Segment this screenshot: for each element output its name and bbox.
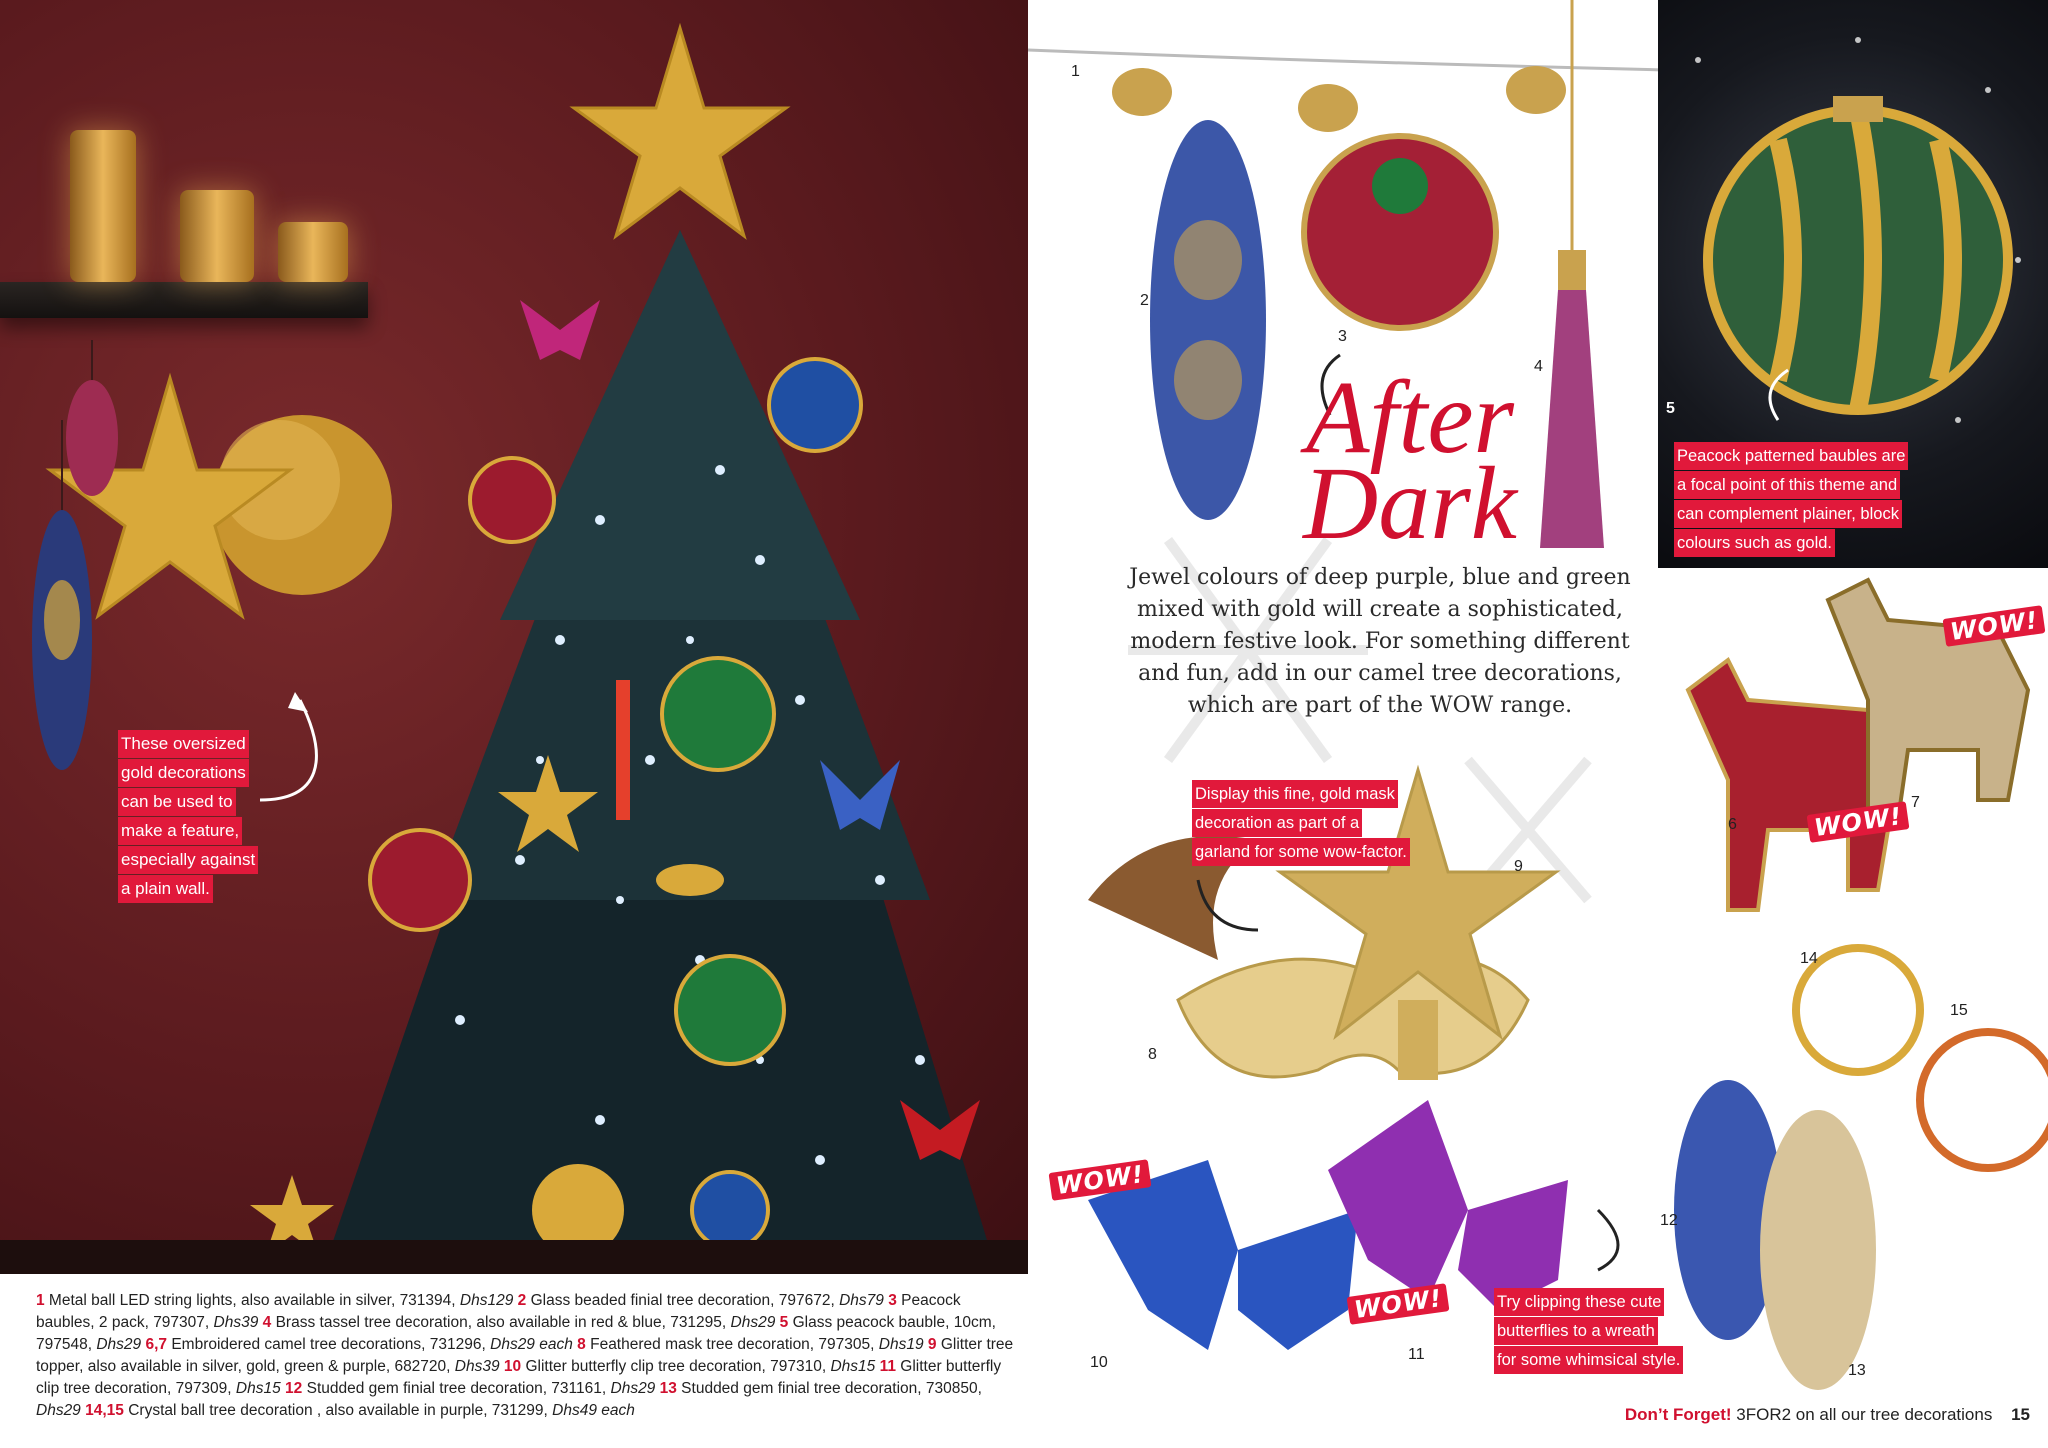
caption-text: Glass peacock bauble, 10cm, 797548, [36, 1314, 996, 1353]
blue-bauble [769, 359, 861, 451]
footer-text: 3FOR2 on all our tree decorations [1731, 1405, 1993, 1424]
callout-peacock [1674, 442, 1908, 558]
item-number-6: 6 [1728, 816, 1737, 833]
caption-text: Peacock baubles, 2 pack, 797307, [36, 1292, 961, 1331]
caption-text: Glitter butterfly clip tree decoration, 797310, [521, 1358, 831, 1375]
callout-line: garland for some wow-factor. [1192, 838, 1410, 866]
floor [0, 1240, 1028, 1274]
christmas-tree-photo [0, 0, 1028, 1274]
green-bauble [662, 658, 774, 770]
callout-line: gold decorations [118, 759, 249, 787]
caption-text: Embroidered camel tree decorations, 731296, [167, 1336, 491, 1353]
callout-butterfly [1494, 1288, 1683, 1375]
wow-badge: WOW! [1943, 605, 2046, 647]
caption-price: Dhs49 each [552, 1402, 635, 1419]
caption-price: Dhs29 [36, 1402, 81, 1419]
wow-badge: WOW! [1049, 1159, 1152, 1201]
caption-price: Dhs15 [830, 1358, 876, 1375]
caption-number: 6,7 [141, 1336, 168, 1353]
tree-top-star [574, 28, 786, 236]
item-number-15: 15 [1950, 1002, 1968, 1019]
caption-price: Dhs15 [235, 1380, 281, 1397]
caption-number: 5 [775, 1314, 789, 1331]
caption-text: Metal ball LED string lights, also available in silver, 731394, [44, 1292, 460, 1309]
red-tassel [616, 680, 630, 820]
title-line-1: After [1306, 360, 1514, 475]
caption-number: 10 [499, 1358, 522, 1375]
callout-line: colours such as gold. [1674, 529, 1835, 557]
caption-price: Dhs29 [96, 1336, 142, 1353]
footer-highlight: Don’t Forget! [1624, 1405, 1732, 1424]
green-bauble-2 [676, 956, 784, 1064]
callout-line: decoration as part of a [1192, 809, 1362, 837]
item-number-7: 7 [1911, 794, 1920, 811]
item-number-10: 10 [1090, 1354, 1108, 1371]
caption-number: 3 [883, 1292, 897, 1309]
item-number-1: 1 [1071, 63, 1080, 80]
callout-line: Display this fine, gold mask [1192, 780, 1398, 808]
metal-ball-light [1298, 84, 1358, 132]
page-number: 15 [2011, 1405, 2030, 1424]
caption-number: 11 [875, 1358, 896, 1375]
item-number-9: 9 [1514, 858, 1523, 875]
blue-bauble-2 [692, 1172, 768, 1248]
gold-mask [656, 864, 724, 896]
caption-price: Dhs29 [730, 1314, 776, 1331]
caption-price: Dhs79 [839, 1292, 884, 1309]
callout-arrow [260, 700, 316, 800]
item-number-11: 11 [1408, 1346, 1425, 1363]
product-captions [36, 1290, 1016, 1422]
red-bauble [470, 458, 554, 542]
glass-finial [1150, 120, 1266, 520]
callout-line: especially against [118, 846, 258, 874]
item-number-2: 2 [1140, 292, 1149, 309]
caption-number: 1 [36, 1292, 45, 1309]
callout-line: Peacock patterned baubles are [1674, 442, 1908, 470]
caption-number: 8 [572, 1336, 586, 1353]
callout-gold-decorations [118, 730, 258, 904]
metal-ball-light [1506, 66, 1566, 114]
caption-text: Crystal ball tree decoration , also available in purple, 731299, [123, 1402, 553, 1419]
tree-illustration [0, 0, 1028, 1274]
caption-price: Dhs129 [459, 1292, 514, 1309]
page-footer [1600, 1405, 2030, 1425]
callout-line: a plain wall. [118, 875, 213, 903]
purple-butterfly-clip [1328, 1100, 1568, 1310]
callout-line: can be used to [118, 788, 236, 816]
caption-text: Studded gem finial tree decoration, 731161, [302, 1380, 611, 1397]
callout-line: Try clipping these cute [1494, 1288, 1664, 1316]
crystal-ball-orange [1920, 1032, 2048, 1168]
callout-line: These oversized [118, 730, 249, 758]
callout-line: for some whimsical style. [1494, 1346, 1683, 1374]
caption-text: Studded gem finial tree decoration, 730850, [676, 1380, 982, 1397]
caption-text: Glitter tree topper, also available in silver, gold, green & purple, 682720, [36, 1336, 1014, 1375]
metal-ball-light [1112, 68, 1172, 116]
red-bauble-2 [370, 830, 470, 930]
caption-number: 9 [923, 1336, 937, 1353]
page-title [1260, 360, 1560, 561]
caption-price: Dhs39 [213, 1314, 259, 1331]
caption-text: Glass beaded finial tree decoration, 797672, [526, 1292, 840, 1309]
intro-paragraph: Jewel colours of deep purple, blue and green mixed with gold will create a sophisticated, modern festive look. For something different and fun, add in our camel tree decorations, which are part of the WOW range. [1129, 565, 1631, 718]
caption-number: 2 [513, 1292, 527, 1309]
caption-price: Dhs39 [454, 1358, 500, 1375]
caption-text: Feathered mask tree decoration, 797305, [585, 1336, 879, 1353]
caption-price: Dhs19 [878, 1336, 924, 1353]
wow-badge: WOW! [1807, 801, 1910, 843]
caption-number: 4 [258, 1314, 272, 1331]
gold-gem-finial [1760, 1110, 1876, 1390]
wow-badge: WOW! [1347, 1283, 1450, 1325]
callout-mask [1192, 780, 1410, 867]
item-number-4: 4 [1534, 358, 1543, 375]
callout-line: make a feature, [118, 817, 242, 845]
caption-number: 12 [280, 1380, 303, 1397]
callout-line: can complement plainer, block [1674, 500, 1902, 528]
item-number-13: 13 [1848, 1362, 1866, 1379]
item-number-14: 14 [1800, 950, 1818, 967]
caption-number: 13 [655, 1380, 677, 1397]
caption-price: Dhs29 each [490, 1336, 573, 1353]
item-number-5: 5 [1666, 400, 1675, 417]
caption-text: Brass tassel tree decoration, also available in red & blue, 731295, [271, 1314, 731, 1331]
pink-butterfly [520, 300, 600, 360]
item-number-8: 8 [1148, 1046, 1157, 1063]
caption-price: Dhs29 [610, 1380, 656, 1397]
callout-line: a focal point of this theme and [1674, 471, 1900, 499]
pink-finial [66, 380, 118, 496]
callout-line: butterflies to a wreath [1494, 1317, 1658, 1345]
item-number-12: 12 [1660, 1212, 1678, 1229]
item-number-3: 3 [1338, 328, 1347, 345]
caption-text: Glitter butterfly clip tree decoration, 797309, [36, 1358, 1002, 1397]
title-line-2: Dark [1303, 446, 1517, 561]
caption-number: 14,15 [80, 1402, 124, 1419]
butterfly-arrow [1598, 1210, 1618, 1270]
